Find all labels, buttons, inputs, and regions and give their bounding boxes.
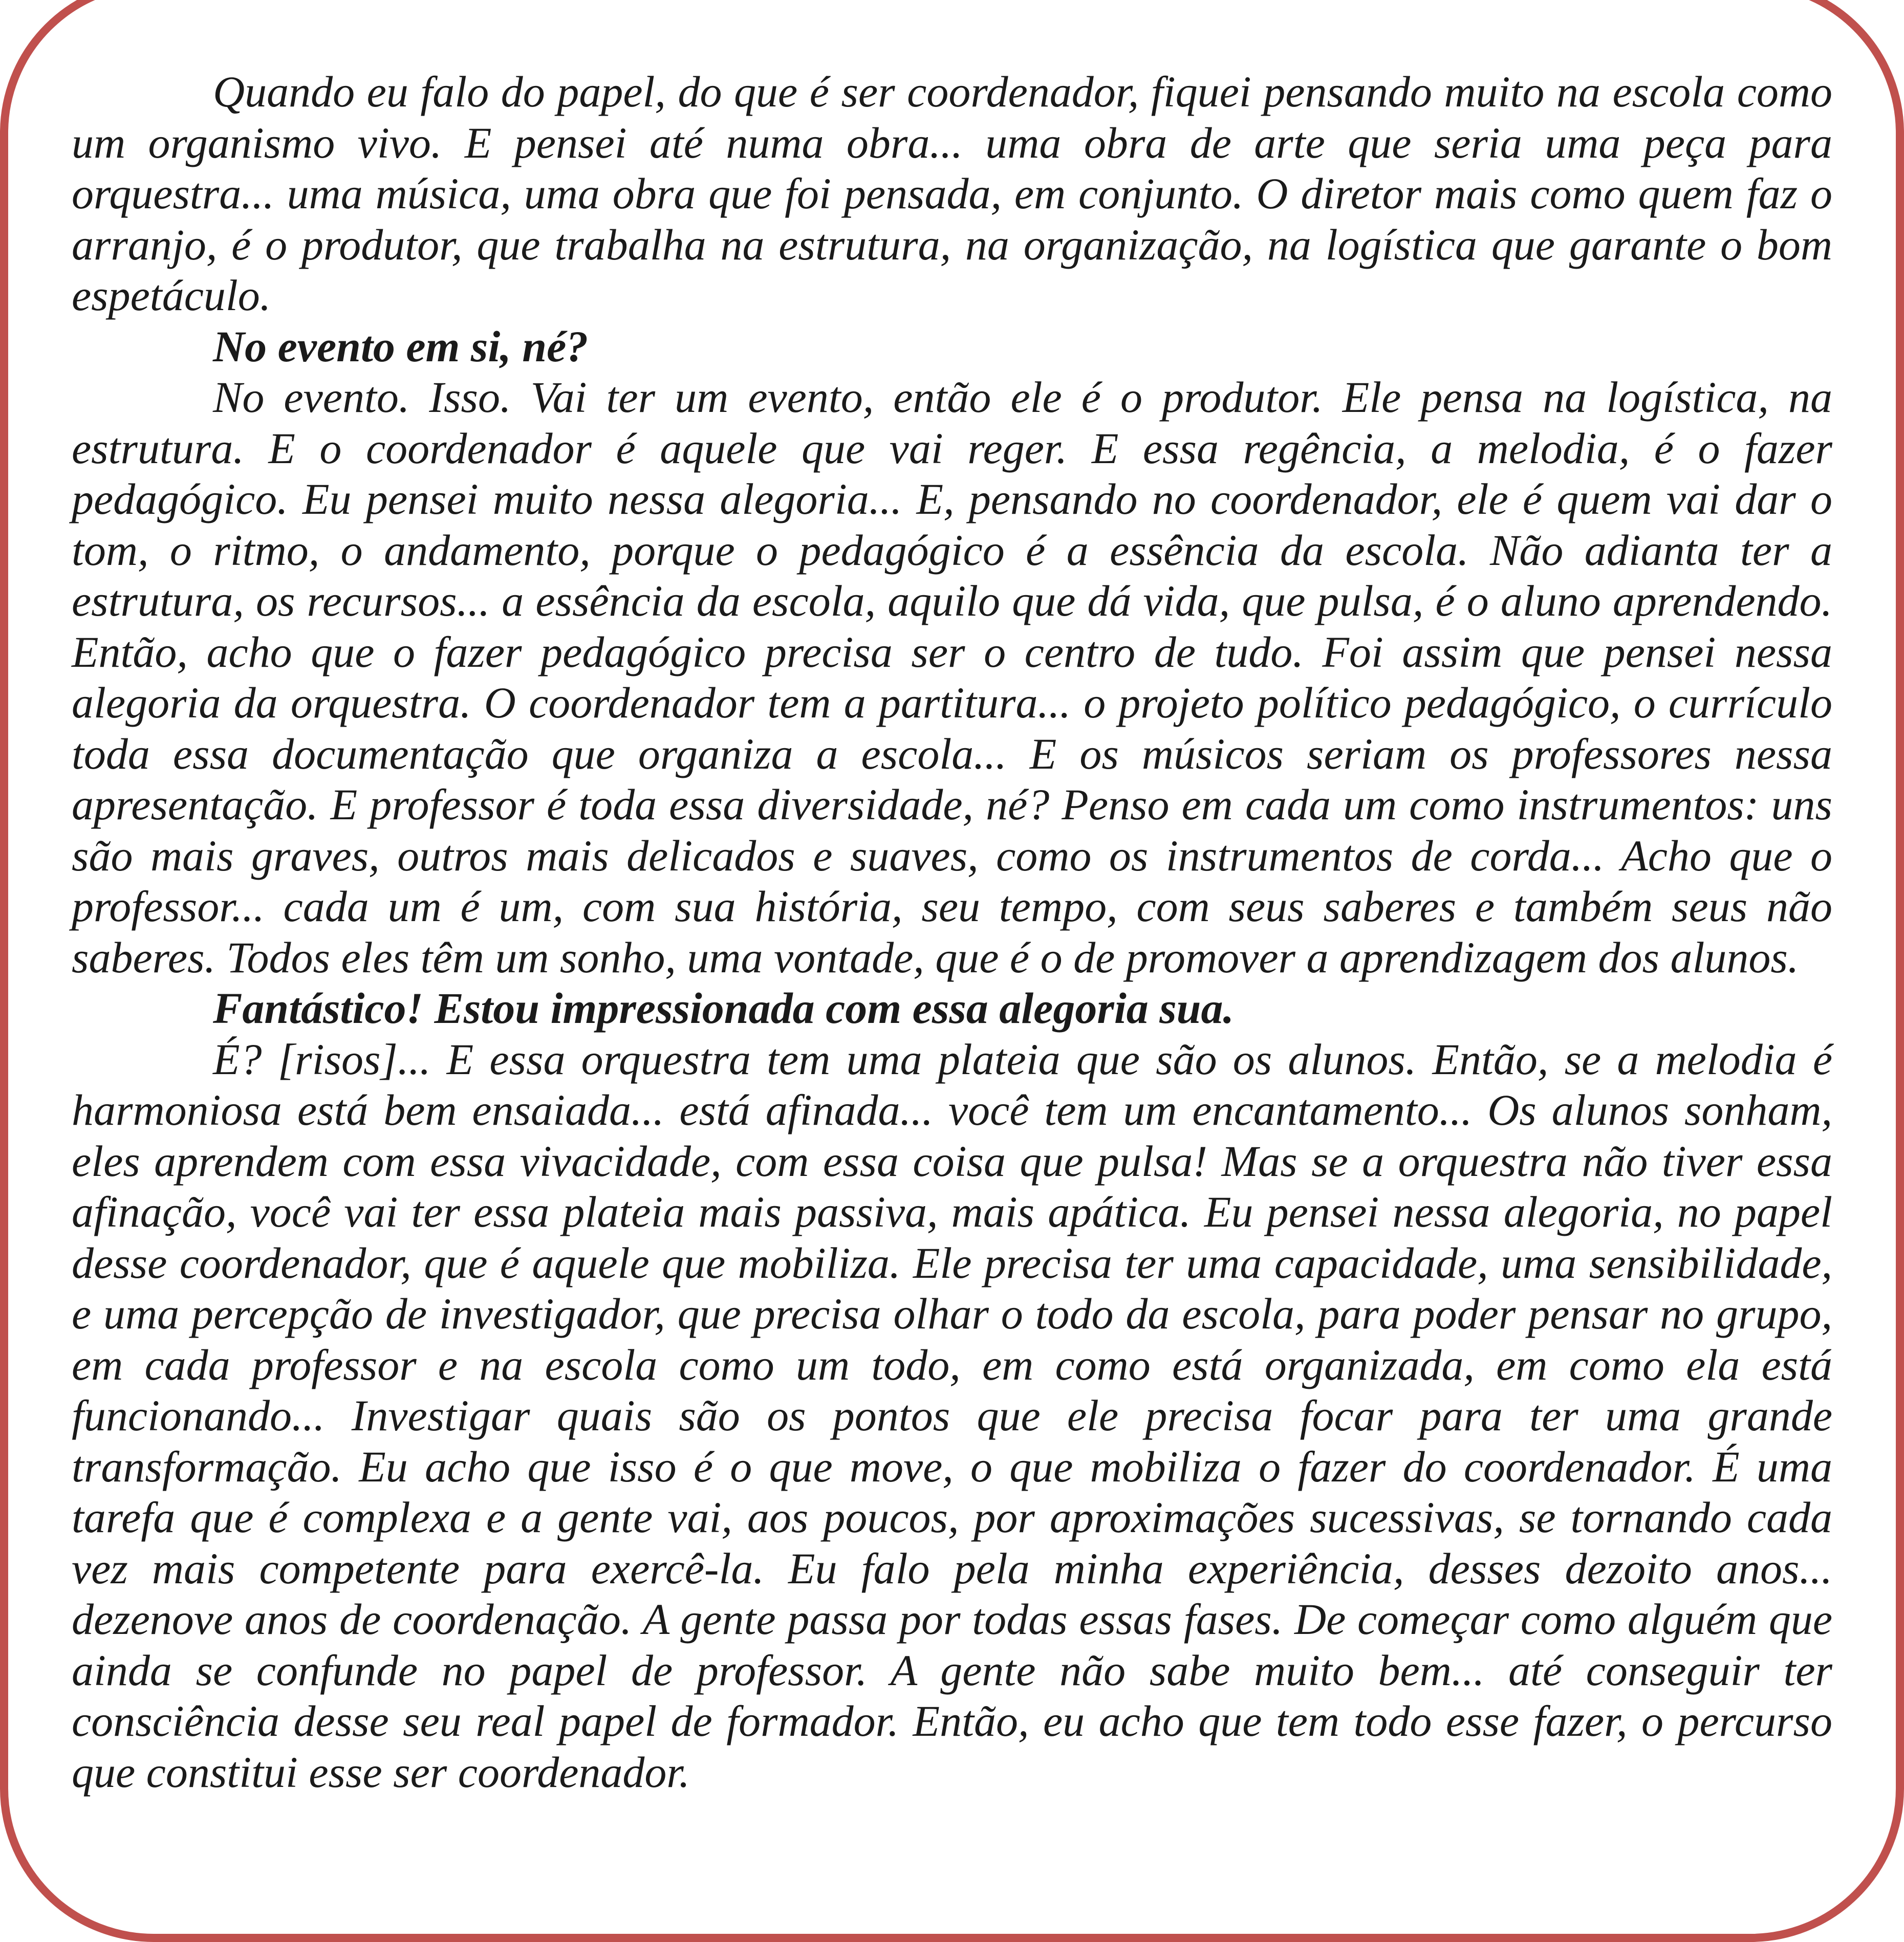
interview-transcript <box>72 67 1832 1798</box>
interviewer-question-2: Fantástico! Estou impressionada com essa alegoria sua. <box>213 984 1235 1033</box>
interviewer-question-1: No evento em si, né? <box>213 321 589 371</box>
answer-paragraph-3: É? [risos]... E essa orquestra tem uma plateia que são os alunos. Então, se a melodia é harmoniosa está bem ensaiada... está afinada... você tem um encantamento... Os alunos sonham, eles aprendem com essa vivacidade, com essa coisa que pulsa! Mas se a orquestra não tiver essa afinação, você vai ter essa plateia mais passiva, mais apática. Eu pensei nessa alegoria, no papel desse coordenador, que é aquele que mobiliza. Ele precisa ter uma capacidade, uma sensibilidade, e uma percepção de investigador, que precisa olhar o todo da escola, para poder pensar no grupo, em cada professor e na escola como um todo, em como está organizada, em como ela está funcionando... Investigar quais são os pontos que ele precisa focar para ter uma grande transformação. Eu acho que isso é o que move, o que mobiliza o fazer do coordenador. É uma tarefa que é complexa e a gente vai, aos poucos, por aproximações sucessivas, se tornando cada vez mais competente para exercê-la. Eu falo pela minha experiência, desses dezoito anos... dezenove anos de coordenação. A gente passa por todas essas fases. De começar como alguém que ainda se confunde no papel de professor. A gente não sabe muito bem... até conseguir ter consciência desse seu real papel de formador. Então, eu acho que tem todo esse fazer, o percurso que constitui esse ser coordenador. <box>72 1034 1832 1797</box>
answer-paragraph-2: No evento. Isso. Vai ter um evento, então ele é o produtor. Ele pensa na logística, na estrutura. E o coordenador é aquele que vai reger. E essa regência, a melodia, é o fazer pedagógico. Eu pensei muito nessa alegoria... E, pensando no coordenador, ele é quem vai dar o tom, o ritmo, o andamento, porque o pedagógico é a essência da escola. Não adianta ter a estrutura, os recursos... a essência da escola, aquilo que dá vida, que pulsa, é o aluno aprendendo. Então, acho que o fazer pedagógico precisa ser o centro de tudo. Foi assim que pensei nessa alegoria da orquestra. O coordenador tem a partitura... o projeto político pedagógico, o currículo toda essa documentação que organiza a escola... E os músicos seriam os professores nessa apresentação. E professor é toda essa diversidade, né? Penso em cada um como instrumentos: uns são mais graves, outros mais delicados e suaves, como os instrumentos de corda... Acho que o professor... cada um é um, com sua história, seu tempo, com seus saberes e também seus não saberes. Todos eles têm um sonho, uma vontade, que é o de promover a aprendizagem dos alunos. <box>72 373 1832 982</box>
answer-paragraph-1: Quando eu falo do papel, do que é ser coordenador, fiquei pensando muito na escola como um organismo vivo. E pensei até numa obra... uma obra de arte que seria uma peça para orquestra... uma música, uma obra que foi pensada, em conjunto. O diretor mais como quem faz o arranjo, é o produtor, que trabalha na estrutura, na organização, na logística que garante o bom espetáculo. <box>72 67 1832 320</box>
